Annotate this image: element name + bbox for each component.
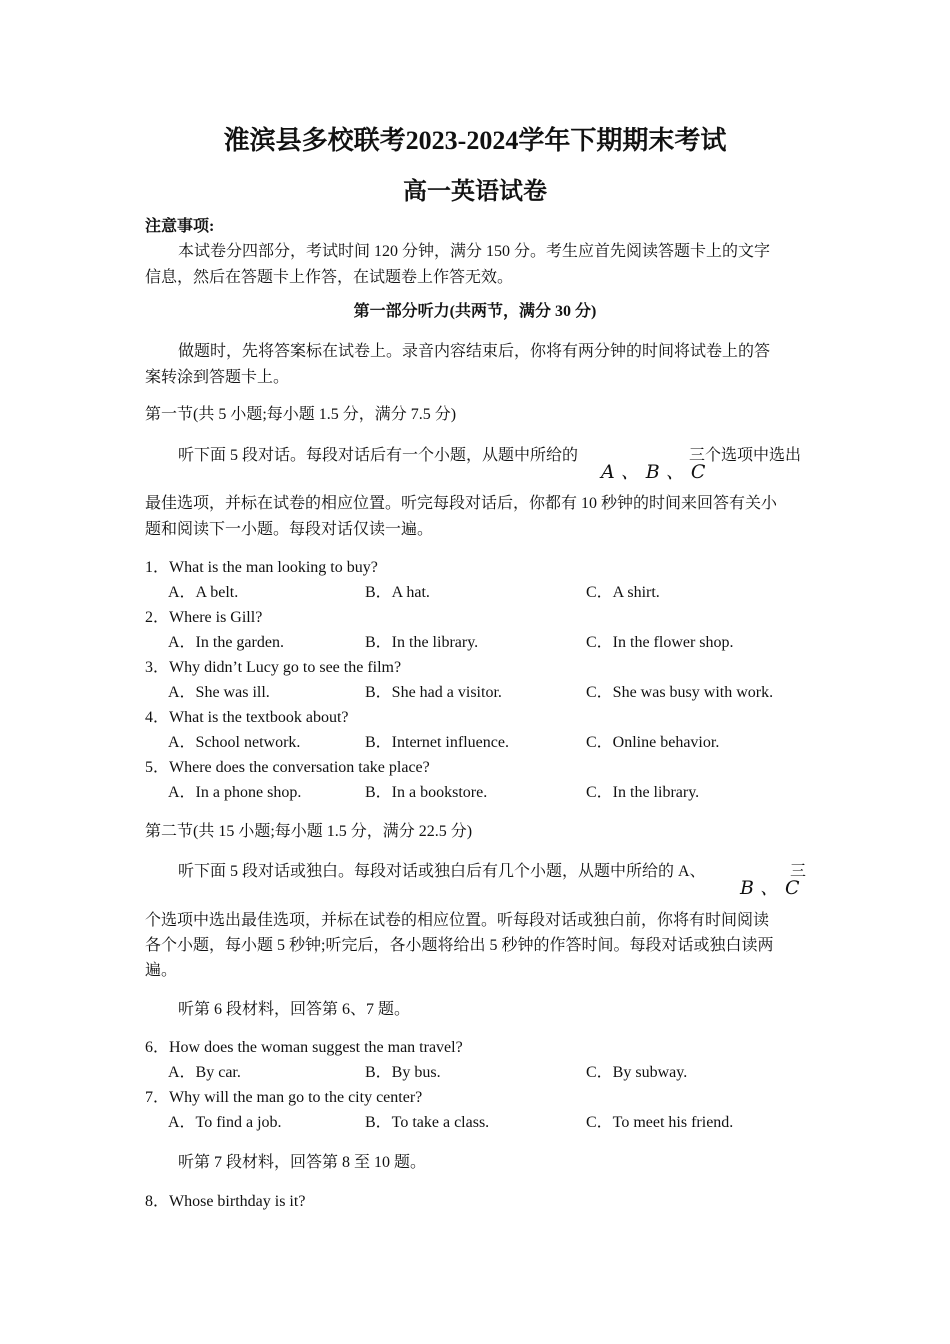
notes-line-1: 本试卷分四部分，考试时间 120 分钟，满分 150 分。考生应首先阅读答题卡上的文字 bbox=[178, 243, 771, 260]
section2-direction-2: 个选项中选出最佳选项，并标在试卷的相应位置。听每段对话或独白前，你将有时间阅读 bbox=[145, 912, 770, 929]
question-1: 1．What is the man looking to buy? bbox=[145, 559, 378, 576]
material-6-note: 听第 6 段材料，回答第 6、7 题。 bbox=[178, 1001, 411, 1018]
section1-option-letters: A 、 B 、 C bbox=[601, 461, 706, 483]
question-2-option-c: C．In the flower shop. bbox=[586, 634, 734, 651]
question-6-option-c: C．By subway. bbox=[586, 1064, 688, 1081]
question-3-option-a: A．She was ill. bbox=[168, 684, 270, 701]
exam-title: 淮滨县多校联考2023-2024学年下期期末考试 bbox=[223, 126, 727, 155]
question-3: 3．Why didn’t Lucy go to see the film? bbox=[145, 659, 402, 676]
section2-direction-3: 各个小题，每小题 5 秒钟;听完后，各小题将给出 5 秒钟的作答时间。每段对话或独白读两 bbox=[145, 937, 774, 954]
question-6-option-b: B．By bus. bbox=[365, 1064, 441, 1081]
question-8: 8．Whose birthday is it? bbox=[145, 1193, 306, 1210]
question-4-option-b: B．Internet influence. bbox=[365, 734, 509, 751]
question-4-option-a: A．School network. bbox=[168, 734, 301, 751]
question-5: 5．Where does the conversation take place? bbox=[145, 759, 430, 776]
question-7: 7．Why will the man go to the city center? bbox=[145, 1089, 423, 1106]
question-4-option-c: C．Online behavior. bbox=[586, 734, 720, 751]
section1-heading: 第一节(共 5 小题;每小题 1.5 分，满分 7.5 分) bbox=[145, 406, 457, 423]
question-7-option-c: C．To meet his friend. bbox=[586, 1114, 734, 1131]
question-6-option-a: A．By car. bbox=[168, 1064, 241, 1081]
question-7-option-a: A．To find a job. bbox=[168, 1114, 282, 1131]
material-7-note: 听第 7 段材料，回答第 8 至 10 题。 bbox=[178, 1154, 427, 1171]
question-2-option-b: B．In the library. bbox=[365, 634, 479, 651]
question-1-option-c: C．A shirt. bbox=[586, 584, 660, 601]
notes-heading: 注意事项: bbox=[145, 218, 215, 235]
question-2: 2．Where is Gill? bbox=[145, 609, 263, 626]
section1-direction-2: 最佳选项，并标在试卷的相应位置。听完每段对话后，你都有 10 秒钟的时间来回答有关小 bbox=[145, 495, 778, 512]
section1-direction-3: 题和阅读下一小题。每段对话仅读一遍。 bbox=[145, 521, 434, 538]
section2-direction-1-end: 三 bbox=[790, 863, 807, 880]
question-1-option-a: A．A belt. bbox=[168, 584, 239, 601]
question-2-option-a: A．In the garden. bbox=[168, 634, 284, 651]
part1-intro-2: 案转涂到答题卡上。 bbox=[145, 369, 290, 386]
section1-direction-1-end: 三个选项中选出 bbox=[689, 447, 802, 464]
section1-direction-1-start: 听下面 5 段对话。每段对话后有一个小题，从题中所给的 bbox=[178, 447, 579, 464]
section2-heading: 第二节(共 15 小题;每小题 1.5 分，满分 22.5 分) bbox=[145, 823, 473, 840]
part1-intro-1: 做题时，先将答案标在试卷上。录音内容结束后，你将有两分钟的时间将试卷上的答 bbox=[178, 343, 771, 360]
section2-direction-1: 听下面 5 段对话或独白。每段对话或独白后有几个小题，从题中所给的 A、 bbox=[178, 863, 706, 880]
section2-option-letters: B 、 C bbox=[740, 877, 800, 899]
question-5-option-c: C．In the library. bbox=[586, 784, 700, 801]
question-7-option-b: B．To take a class. bbox=[365, 1114, 490, 1131]
notes-line-2: 信息，然后在答题卡上作答，在试题卷上作答无效。 bbox=[145, 269, 514, 286]
question-6: 6．How does the woman suggest the man travel? bbox=[145, 1039, 463, 1056]
question-5-option-b: B．In a bookstore. bbox=[365, 784, 488, 801]
question-4: 4．What is the textbook about? bbox=[145, 709, 349, 726]
question-1-option-b: B．A hat. bbox=[365, 584, 430, 601]
question-3-option-c: C．She was busy with work. bbox=[586, 684, 774, 701]
question-3-option-b: B．She had a visitor. bbox=[365, 684, 502, 701]
part1-heading: 第一部分听力(共两节，满分 30 分) bbox=[353, 303, 597, 320]
exam-subtitle: 高一英语试卷 bbox=[403, 179, 547, 205]
question-5-option-a: A．In a phone shop. bbox=[168, 784, 302, 801]
section2-direction-4: 遍。 bbox=[145, 962, 178, 979]
